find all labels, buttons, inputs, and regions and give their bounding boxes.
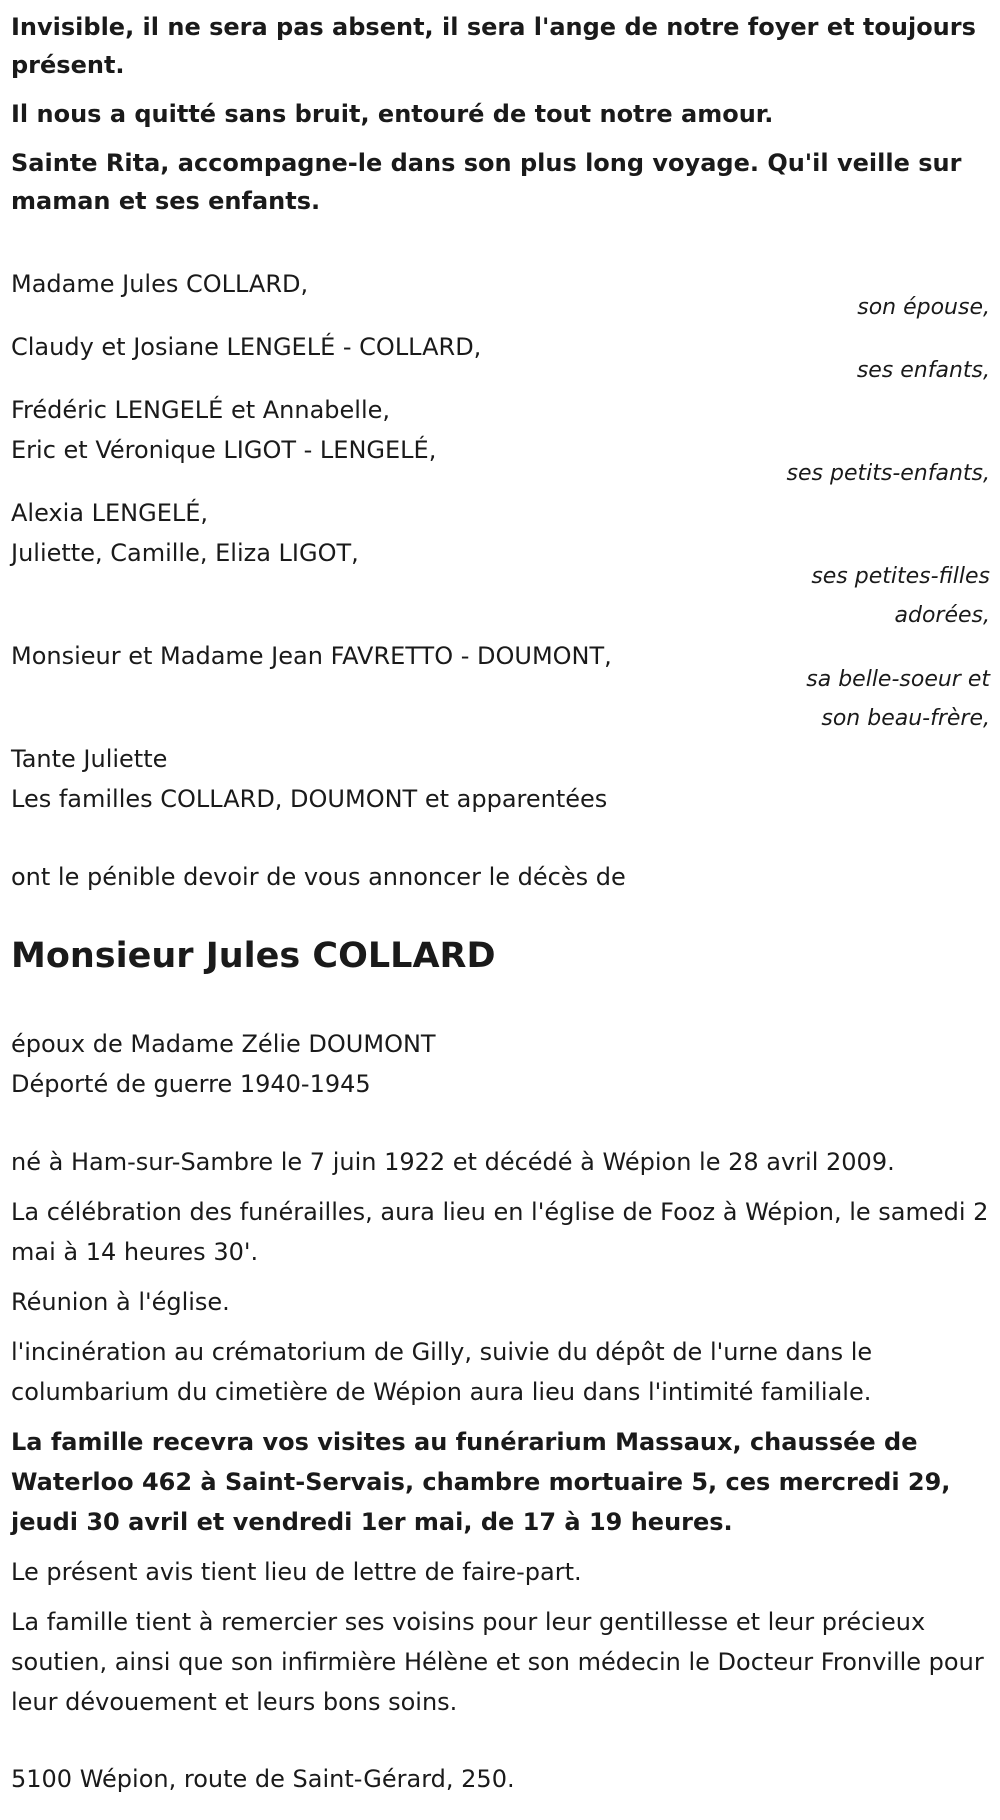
intro-verse: Sainte Rita, accompagne-le dans son plus long voyage. Qu'il veille sur maman et ses enfants. [11, 149, 962, 215]
family-inlaws-role [806, 660, 990, 738]
family-granddaughters-role [811, 557, 990, 635]
family-children-name: Claudy et Josiane LENGELÉ - COLLARD, [11, 333, 482, 361]
ceremony-text: La célébration des funérailles, aura lieu en l'église de Fooz à Wépion, le samedi 2 mai à 14 heures 30'. [11, 1198, 989, 1266]
family-extended: Les familles COLLARD, DOUMONT et apparentées [11, 785, 608, 813]
family-granddaughters-1: Alexia LENGELÉ, [11, 499, 209, 527]
family-grandchildren-role: ses petits-enfants, [786, 461, 990, 486]
family-grandchildren-2: Eric et Véronique LIGOT - LENGELÉ, [11, 436, 437, 464]
visits-text: La famille recevra vos visites au funérarium Massaux, chaussée de Waterloo 462 à Saint-Servais, chambre mortuaire 5, ces mercredi 29, jeudi 30 avril et vendredi 1er mai, de 17 à 19 heures. [11, 1428, 951, 1536]
notice-text: Le présent avis tient lieu de lettre de faire-part. [11, 1558, 582, 1586]
deceased-note: Déporté de guerre 1940-1945 [11, 1070, 371, 1098]
cremation-text: l'incinération au crématorium de Gilly, suivie du dépôt de l'urne dans le columbarium du cimetière de Wépion aura lieu dans l'intimité familiale. [11, 1338, 873, 1406]
intro-verses [11, 8, 991, 231]
family-granddaughters-2: Juliette, Camille, Eliza LIGOT, [11, 539, 359, 567]
family-granddaughters-role-line: ses petites-filles [811, 564, 990, 589]
address-text: 5100 Wépion, route de Saint-Gérard, 250. [11, 1765, 515, 1793]
birth-death-text: né à Ham-sur-Sambre le 7 juin 1922 et décédé à Wépion le 28 avril 2009. [11, 1148, 895, 1176]
thanks-text: La famille tient à remercier ses voisins pour leur gentillesse et leur précieux soutien, ainsi que son infirmière Hélène et son médecin le Docteur Fronville pour leur dévouement et leurs bons soins. [11, 1608, 984, 1716]
intro-verse: Il nous a quitté sans bruit, entouré de tout notre amour. [11, 100, 774, 128]
deceased-name: Monsieur Jules COLLARD [11, 936, 496, 976]
meeting-text: Réunion à l'église. [11, 1288, 230, 1316]
family-children-role: ses enfants, [856, 358, 990, 383]
announcement-text: ont le pénible devoir de vous annoncer le décès de [11, 863, 626, 891]
family-wife-role: son épouse, [857, 295, 990, 320]
family-grandchildren-1: Frédéric LENGELÉ et Annabelle, [11, 396, 391, 424]
family-inlaws-name: Monsieur et Madame Jean FAVRETTO - DOUMONT, [11, 642, 612, 670]
deceased-spouse: époux de Madame Zélie DOUMONT [11, 1030, 436, 1058]
funeral-details [11, 1142, 996, 1732]
family-aunt: Tante Juliette [11, 745, 168, 773]
family-inlaws-role-line: sa belle-soeur et [806, 667, 990, 692]
family-granddaughters-role-line: adorées, [894, 603, 990, 628]
family-wife-name: Madame Jules COLLARD, [11, 270, 309, 298]
family-inlaws-role-line: son beau-frère, [821, 706, 990, 731]
intro-verse: Invisible, il ne sera pas absent, il sera l'ange de notre foyer et toujours présent. [11, 13, 976, 79]
